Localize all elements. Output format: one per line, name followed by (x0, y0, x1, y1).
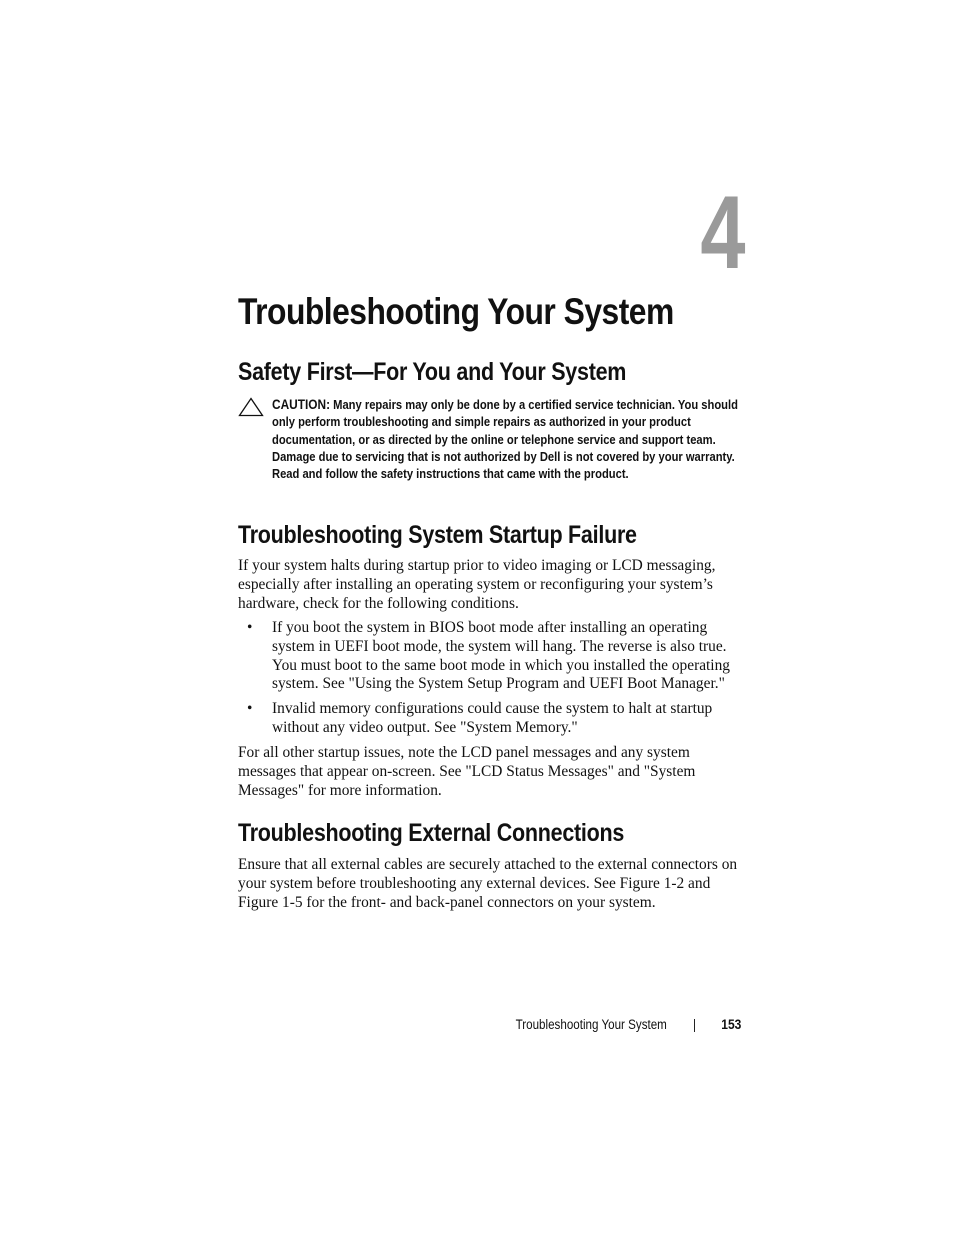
section-heading-startup: Troubleshooting System Startup Failure (238, 521, 637, 549)
external-connections-paragraph: Ensure that all external cables are securely attached to the external connectors on your system before troubleshooting any external devices. See Figure 1-2 and Figure 1-5 for the front- and back-panel connectors on your system. (238, 856, 738, 911)
caution-note (272, 396, 738, 482)
chapter-number: 4 (700, 175, 746, 291)
startup-outro-paragraph: For all other startup issues, note the LCD panel messages and any system messages that appear on-screen. See "LCD Status Messages" and "System Messages" for more information. (238, 744, 696, 799)
page-number: 153 (720, 1016, 741, 1032)
bullet-marker: • (247, 700, 253, 718)
list-item (238, 700, 738, 738)
startup-conditions-list (238, 619, 738, 744)
caution-triangle-icon (238, 397, 264, 417)
page-footer (500, 1014, 745, 1034)
footer-title: Troubleshooting Your System (515, 1017, 667, 1032)
caution-text: Many repairs may only be done by a certified service technician. You should only perform troubleshooting and simple repairs as authorized in your product documentation, or as directed by the online or telephone service and support team. Damage due to servicing that is not authorized by Dell is not covered by your warranty. Read and follow the safety instructions that came with the product. (272, 397, 738, 482)
list-item-text: Invalid memory configurations could cause the system to halt at startup without any video output. See "System Memory." (272, 700, 713, 736)
footer-separator (694, 1019, 695, 1032)
startup-intro-paragraph: If your system halts during startup prior to video imaging or LCD messaging, especially after installing an operating system or reconfiguring your system’s hardware, check for the following conditions. (238, 557, 716, 612)
caution-label: CAUTION: (272, 396, 331, 412)
chapter-title: Troubleshooting Your System (238, 291, 674, 332)
bullet-marker: • (247, 619, 253, 636)
section-heading-external: Troubleshooting External Connections (238, 819, 625, 847)
list-item (238, 619, 738, 694)
section-heading-safety: Safety First—For You and Your System (238, 358, 627, 386)
list-item-text: If you boot the system in BIOS boot mode after installing an operating system in UEFI boot mode, the system will hang. The reverse is also true. You must boot to the same boot mode in which you installed the operating system. See "Using the System Setup Program and UEFI Boot Manager." (272, 619, 730, 693)
